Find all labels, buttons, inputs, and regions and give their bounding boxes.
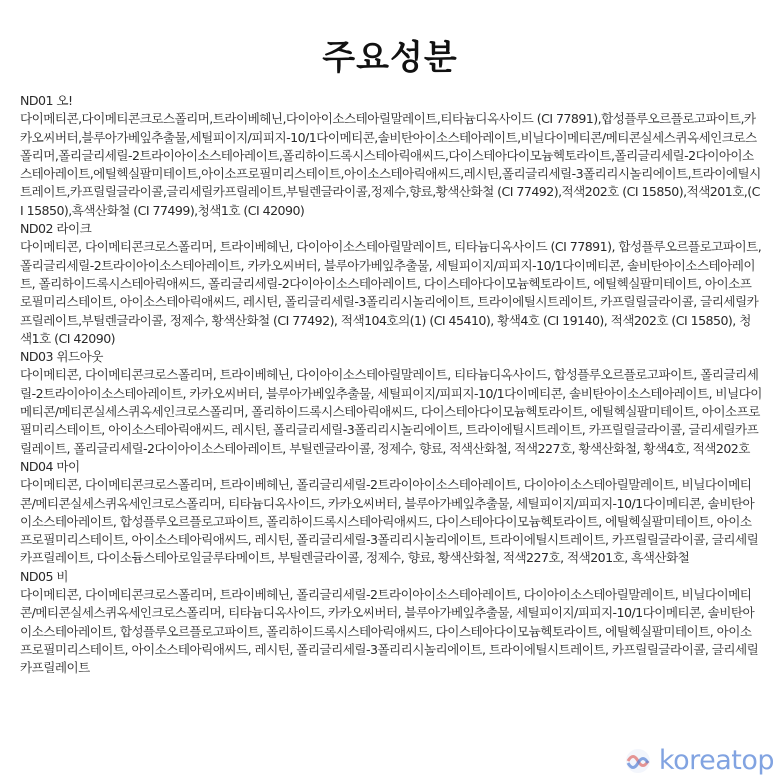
- product-entry-nd03: [20, 348, 762, 458]
- watermark: [621, 745, 774, 776]
- product-entry-nd02: [20, 220, 762, 348]
- product-ingredients: 다이메티콘, 다이메티콘크로스폴리머, 트라이베헤닌, 폴리글리세릴-2트라이아이소스테아레이트, 다이아이소스테아릴말레이트, 비닐다이메티콘/메티콘실세스퀴옥세인크로스폴리머, 티타늄디옥사이드, 카카오씨버터, 블루아가베잎추출물, 세틸피이지/피피지-10/1다이메티콘, 솔비탄아이소스테아레이트, 합성플루오르플로고파이트, 폴리하이드록시스테아릭애씨드, 다이스테아다이모늄헥토라이트, 에틸헥실팔미테이트, 아이소프로필미리스테이트, 아이소스테아릭애씨드, 레시틴, 폴리글리세릴-3폴리리시놀리에이트, 트라이에틸시트레이트, 카프릴릴글라이콜, 글리세릴카프릴레이트: [20, 587, 759, 676]
- product-name: ND04 마이: [20, 458, 80, 474]
- product-name: ND01 오!: [20, 93, 73, 108]
- product-entry-nd01: [20, 92, 762, 220]
- product-ingredients: 다이메티콘, 다이메티콘크로스폴리머, 트라이베헤닌, 폴리글리세릴-2트라이아이소스테아레이트, 다이아이소스테아릴말레이트, 비닐다이메티콘/메티콘실세스퀴옥세인크로스폴리머, 티타늄디옥사이드, 카카오씨버터, 블루아가베잎추출물, 세틸피이지/피피지-10/1다이메티콘, 솔비탄아이소스테아레이트, 합성플루오르플로고파이트, 폴리하이드록시스테아릭애씨드, 다이스테아다이모늄헥토라이트, 에틸헥실팔미테이트, 아이소프로필미리스테이트, 아이소스테아릭애씨드, 레시틴, 폴리글리세릴-3폴리리시놀리에이트, 트라이에틸시트레이트, 카프릴릴글라이콜, 글리세릴카프릴레이트, 다이소듐스테아로일글루타메이트, 부틸렌글라이콜, 정제수, 향료, 황색산화철, 적색227호, 적색201호, 흑색산화철: [20, 477, 759, 566]
- product-name: ND05 비: [20, 568, 69, 584]
- page-title: 주요성분: [322, 38, 458, 78]
- ingredient-list: [20, 92, 762, 678]
- product-ingredients: 다이메티콘,다이메티콘크로스폴리머,트라이베헤닌,다이아이소스테아릴말레이트,티타늄디옥사이드 (CI 77891),합성플루오르플로고파이트,카카오씨버터,블루아가베잎추출물,세틸피이지/피피지-10/1다이메티콘,솔비탄아이소스테아레이트,비닐다이메티콘/메티콘실세스퀴옥세인크로스폴리머,폴리글리세릴-2트라이아이소스테아레이트,폴리하이드록시스테아릭애씨드,다이스테아다이모늄헥토라이트,폴리글리세릴-2다이아이소스테아레이트,에틸헥실팔미테이트,아이소프로필미리스테이트,아이소스테아릭애씨드,레시틴,폴리글리세릴-3폴리리시놀리에이트,트라이에틸시트레이트,카프릴릴글라이콜,글리세릴카프릴레이트,부틸렌글라이콜,정제수,향료,황색산화철 (CI 77492),적색202호 (CI 15850),적색201호,(CI 15850),흑색산화철 (CI 77499),청색1호 (CI 42090): [20, 111, 761, 218]
- product-name: ND03 위드아웃: [20, 349, 103, 365]
- watermark-text: koreatop: [658, 745, 774, 776]
- product-name: ND02 라이크: [20, 221, 92, 237]
- product-entry-nd04: [20, 458, 762, 568]
- product-entry-nd05: [20, 568, 762, 678]
- product-ingredients: 다이메티콘, 다이메티콘크로스폴리머, 트라이베헤닌, 다이아이소스테아릴말레이트, 티타늄디옥사이드 (CI 77891), 합성플루오르플로고파이트, 폴리글리세릴-2트라이아이소스테아레이트, 카카오씨버터, 블루아가베잎추출물, 세틸피이지/피피지-10/1다이메티콘, 솔비탄아이소스테아레이트, 폴리하이드록시스테아릭애씨드, 폴리글리세릴-2다이아이소스테아레이트, 다이스테아다이모늄헥토라이트, 에틸헥실팔미테이트, 아이소프로필미리스테이트, 아이소스테아릭애씨드, 레시틴, 폴리글리세릴-3폴리리시놀리에이트, 트라이에틸시트레이트, 카프릴릴글라이콜, 글리세릴카프릴레이트,부틸렌글라이콜, 정제수, 황색산화철 (CI 77492), 적색104호의(1) (CI 45410), 황색4호 (CI 19140), 적색202호 (CI 15850), 청색1호 (CI 42090): [20, 239, 762, 346]
- product-ingredients: 다이메티콘, 다이메티콘크로스폴리머, 트라이베헤닌, 다이아이소스테아릴말레이트, 티타늄디옥사이드, 합성플루오르플로고파이트, 폴리글리세릴-2트라이아이소스테아레이트, 카카오씨버터, 블루아가베잎추출물, 세틸피이지/피피지-10/1다이메티콘, 솔비탄아이소스테아레이트, 비닐다이메티콘/메티콘실세스퀴옥세인크로스폴리머, 폴리하이드록시스테아릭애씨드, 다이스테아다이모늄헥토라이트, 에틸헥실팔미테이트, 아이소프로필미리스테이트, 아이소스테아릭애씨드, 레시틴, 폴리글리세릴-3폴리리시놀리에이트, 트라이에틸시트레이트, 카프릴릴글라이콜, 글리세릴카프릴레이트, 폴리글리세릴-2다이아이소스테아레이트, 부틸렌글라이콜, 정제수, 향료, 적색산화철, 적색227호, 황색산화철, 황색4호, 적색202호: [20, 367, 762, 456]
- koreatop-logo-icon: [621, 746, 655, 776]
